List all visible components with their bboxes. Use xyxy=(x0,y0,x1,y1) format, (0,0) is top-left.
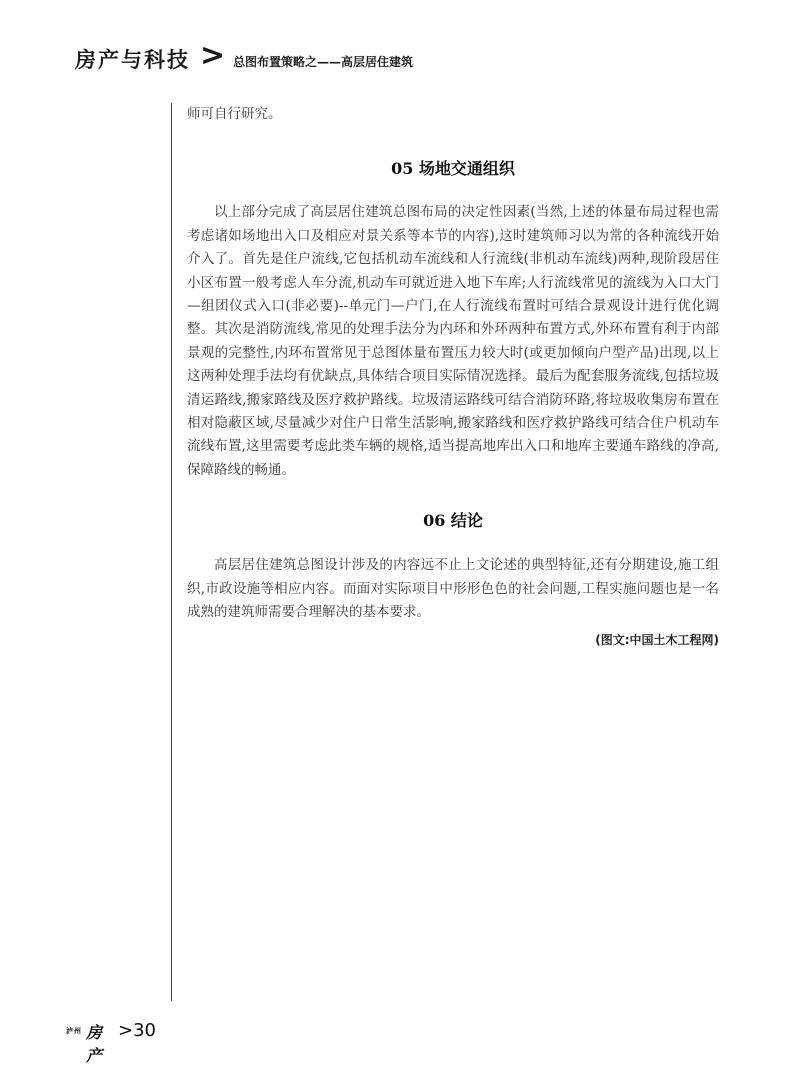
logo-city: 泸州 xyxy=(66,1027,82,1035)
logo-title: 房产 xyxy=(86,1023,103,1065)
section-06-paragraph: 高层居住建筑总图设计涉及的内容远不止上文论述的典型特征,还有分期建设,施工组织,市政设施等相应内容。而面对实际项目中形形色色的社会问题,工程实施问题也是一名成熟的建筑师需要合理解决的基本要求。 xyxy=(187,557,719,621)
section-06-heading: 06 结论 xyxy=(423,511,483,531)
page-number: >30 xyxy=(118,1020,156,1041)
article-body xyxy=(187,103,719,648)
section-05-paragraph: 以上部分完成了高层居住建筑总图布局的决定性因素(当然,上述的体量布局过程也需考虑诸如场地出入口及相应对景关系等本节的内容),这时建筑师习以为常的各种流线开始介入了。首先是住户流线,它包括机动车流线和人行流线(非机动车流线)两种,现阶段居住小区布置一般考虑人车分流,机动车可就近进入地下车库;人行流线常见的流线为入口大门—组团仪式入口(非必要)--单元门—户门,在人行流线布置时可结合景观设计进行优化调整。其次是消防流线,常见的处理手法分为内环和外环两种布置方式,外环布置有利于内部景观的完整性,内环布置常见于总图体量布置压力较大时(或更加倾向户型产品)出现,以上这两种处理手法均有优缺点,具体结合项目实际情况选择。最后为配套服务流线,包括垃圾清运路线,搬家路线及医疗救护路线。垃圾清运路线可结合消防环路,将垃圾收集房布置在相对隐蔽区域,尽量减少对住户日常生活影响,搬家路线和医疗救护路线可结合住户机动车流线布置,这里需要考虑此类车辆的规格,适当提高地库出入口和地库主要通车路线的净高,保障路线的畅通。 xyxy=(187,204,719,478)
article-title: 总图布置策略之——高层居住建筑 xyxy=(233,55,414,69)
section-05-heading: 05 场地交通组织 xyxy=(391,159,515,179)
section-name: 房产与科技 xyxy=(75,48,190,72)
image-credit: (图文:中国土木工程网) xyxy=(595,632,719,647)
intro-fragment: 师可自行研究。 xyxy=(187,106,282,122)
magazine-logo xyxy=(66,1022,114,1065)
chevron-right-icon: > xyxy=(200,38,226,73)
page-header xyxy=(75,38,735,80)
page-footer xyxy=(66,1020,186,1065)
column-divider xyxy=(171,103,172,1001)
